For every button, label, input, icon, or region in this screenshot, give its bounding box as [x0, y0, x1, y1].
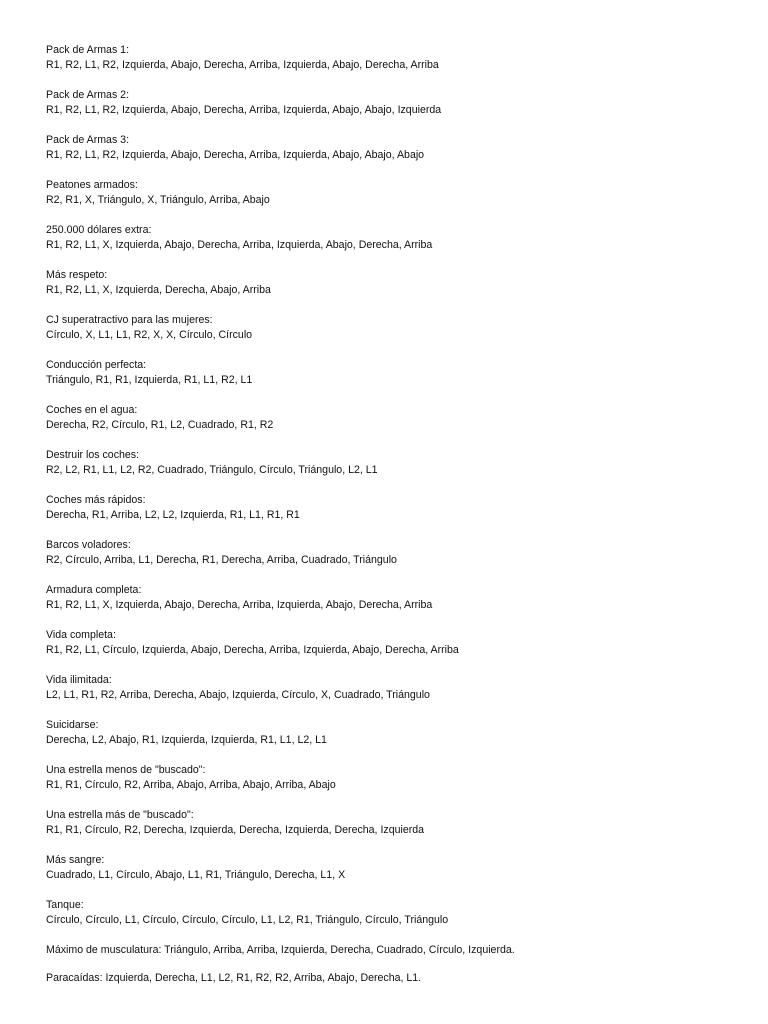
- cheat-code: Cuadrado, L1, Círculo, Abajo, L1, R1, Triángulo, Derecha, L1, X: [46, 869, 346, 882]
- cheat-entry: [46, 673, 746, 703]
- cheat-line: Máximo de musculatura: Triángulo, Arriba, Arriba, Izquierda, Derecha, Cuadrado, Círculo, Izquierda.: [46, 944, 515, 956]
- cheat-code: L2, L1, R1, R2, Arriba, Derecha, Abajo, Izquierda, Círculo, X, Cuadrado, Triángulo: [46, 689, 430, 702]
- cheat-code: Derecha, R1, Arriba, L2, L2, Izquierda, R1, L1, R1, R1: [46, 509, 300, 522]
- cheat-line: Paracaídas: Izquierda, Derecha, L1, L2, R1, R2, R2, Arriba, Abajo, Derecha, L1.: [46, 971, 422, 984]
- cheat-code: R2, Círculo, Arriba, L1, Derecha, R1, Derecha, Arriba, Cuadrado, Triángulo: [46, 554, 397, 567]
- cheat-entry: [46, 538, 746, 568]
- cheat-title: Vida ilimitada:: [46, 674, 112, 686]
- cheat-code: R2, R1, X, Triángulo, X, Triángulo, Arriba, Abajo: [46, 194, 270, 207]
- cheat-entry: [46, 178, 746, 208]
- cheat-entry: [46, 583, 746, 613]
- cheat-entry: [46, 493, 746, 523]
- cheat-entry: [46, 853, 746, 883]
- cheat-title: Pack de Armas 1:: [46, 44, 130, 56]
- cheat-entry: [46, 133, 746, 163]
- cheat-title: Coches en el agua:: [46, 404, 138, 416]
- cheat-entry: [46, 448, 746, 478]
- cheat-entry: [46, 268, 746, 298]
- cheat-code: Círculo, X, L1, L1, R2, X, X, Círculo, Círculo: [46, 329, 253, 342]
- cheat-title: Suicidarse:: [46, 719, 99, 731]
- cheat-entry: [46, 718, 746, 748]
- cheat-title: Pack de Armas 3:: [46, 134, 130, 146]
- cheat-title: CJ superatractivo para las mujeres:: [46, 314, 213, 326]
- cheat-title: Una estrella más de "buscado":: [46, 809, 194, 821]
- cheat-title: Destruir los coches:: [46, 449, 140, 461]
- cheat-code: R1, R1, Círculo, R2, Arriba, Abajo, Arriba, Abajo, Arriba, Abajo: [46, 779, 336, 792]
- cheat-code: R1, R2, L1, Círculo, Izquierda, Abajo, Derecha, Arriba, Izquierda, Abajo, Derecha, Arriba: [46, 644, 459, 657]
- cheat-code: Triángulo, R1, R1, Izquierda, R1, L1, R2, L1: [46, 374, 253, 387]
- cheat-code: R1, R2, L1, X, Izquierda, Abajo, Derecha, Arriba, Izquierda, Abajo, Derecha, Arriba: [46, 599, 433, 612]
- cheat-title: Más sangre:: [46, 854, 105, 866]
- cheat-code: R1, R2, L1, R2, Izquierda, Abajo, Derecha, Arriba, Izquierda, Abajo, Abajo, Izquierda: [46, 104, 442, 117]
- cheat-code: R2, L2, R1, L1, L2, R2, Cuadrado, Triángulo, Círculo, Triángulo, L2, L1: [46, 464, 378, 477]
- cheat-title: Conducción perfecta:: [46, 359, 147, 371]
- cheat-title: Vida completa:: [46, 629, 116, 641]
- cheat-code: Círculo, Círculo, L1, Círculo, Círculo, Círculo, L1, L2, R1, Triángulo, Círculo, Triángulo: [46, 914, 449, 927]
- cheat-entry: [46, 403, 746, 433]
- cheat-entry-single: [46, 943, 746, 958]
- cheat-entry: [46, 898, 746, 928]
- cheat-code: Derecha, R2, Círculo, R1, L2, Cuadrado, R1, R2: [46, 419, 274, 432]
- cheat-title: Armadura completa:: [46, 584, 142, 596]
- cheat-code: Derecha, L2, Abajo, R1, Izquierda, Izquierda, R1, L1, L2, L1: [46, 734, 327, 747]
- document-body: [46, 43, 746, 998]
- cheat-title: Peatones armados:: [46, 179, 138, 191]
- cheat-entry-single: [46, 971, 746, 986]
- cheat-entry: [46, 808, 746, 838]
- cheat-title: Coches más rápidos:: [46, 494, 146, 506]
- cheat-title: Tanque:: [46, 899, 84, 911]
- cheat-entry: [46, 43, 746, 73]
- cheat-code: R1, R2, L1, R2, Izquierda, Abajo, Derecha, Arriba, Izquierda, Abajo, Derecha, Arriba: [46, 59, 439, 72]
- cheat-code: R1, R1, Círculo, R2, Derecha, Izquierda, Derecha, Izquierda, Derecha, Izquierda: [46, 824, 425, 837]
- cheat-code: R1, R2, L1, X, Izquierda, Abajo, Derecha, Arriba, Izquierda, Abajo, Derecha, Arriba: [46, 239, 433, 252]
- cheat-title: 250.000 dólares extra:: [46, 224, 152, 236]
- cheat-entry: [46, 313, 746, 343]
- cheat-title: Más respeto:: [46, 269, 108, 281]
- cheat-code: R1, R2, L1, R2, Izquierda, Abajo, Derecha, Arriba, Izquierda, Abajo, Abajo, Abajo: [46, 149, 425, 162]
- cheat-title: Una estrella menos de "buscado":: [46, 764, 206, 776]
- cheat-entry: [46, 223, 746, 253]
- cheat-entry: [46, 358, 746, 388]
- cheat-entry: [46, 763, 746, 793]
- cheat-code: R1, R2, L1, X, Izquierda, Derecha, Abajo, Arriba: [46, 284, 271, 297]
- cheat-entry: [46, 88, 746, 118]
- cheat-entry: [46, 628, 746, 658]
- cheat-title: Pack de Armas 2:: [46, 89, 130, 101]
- cheat-title: Barcos voladores:: [46, 539, 131, 551]
